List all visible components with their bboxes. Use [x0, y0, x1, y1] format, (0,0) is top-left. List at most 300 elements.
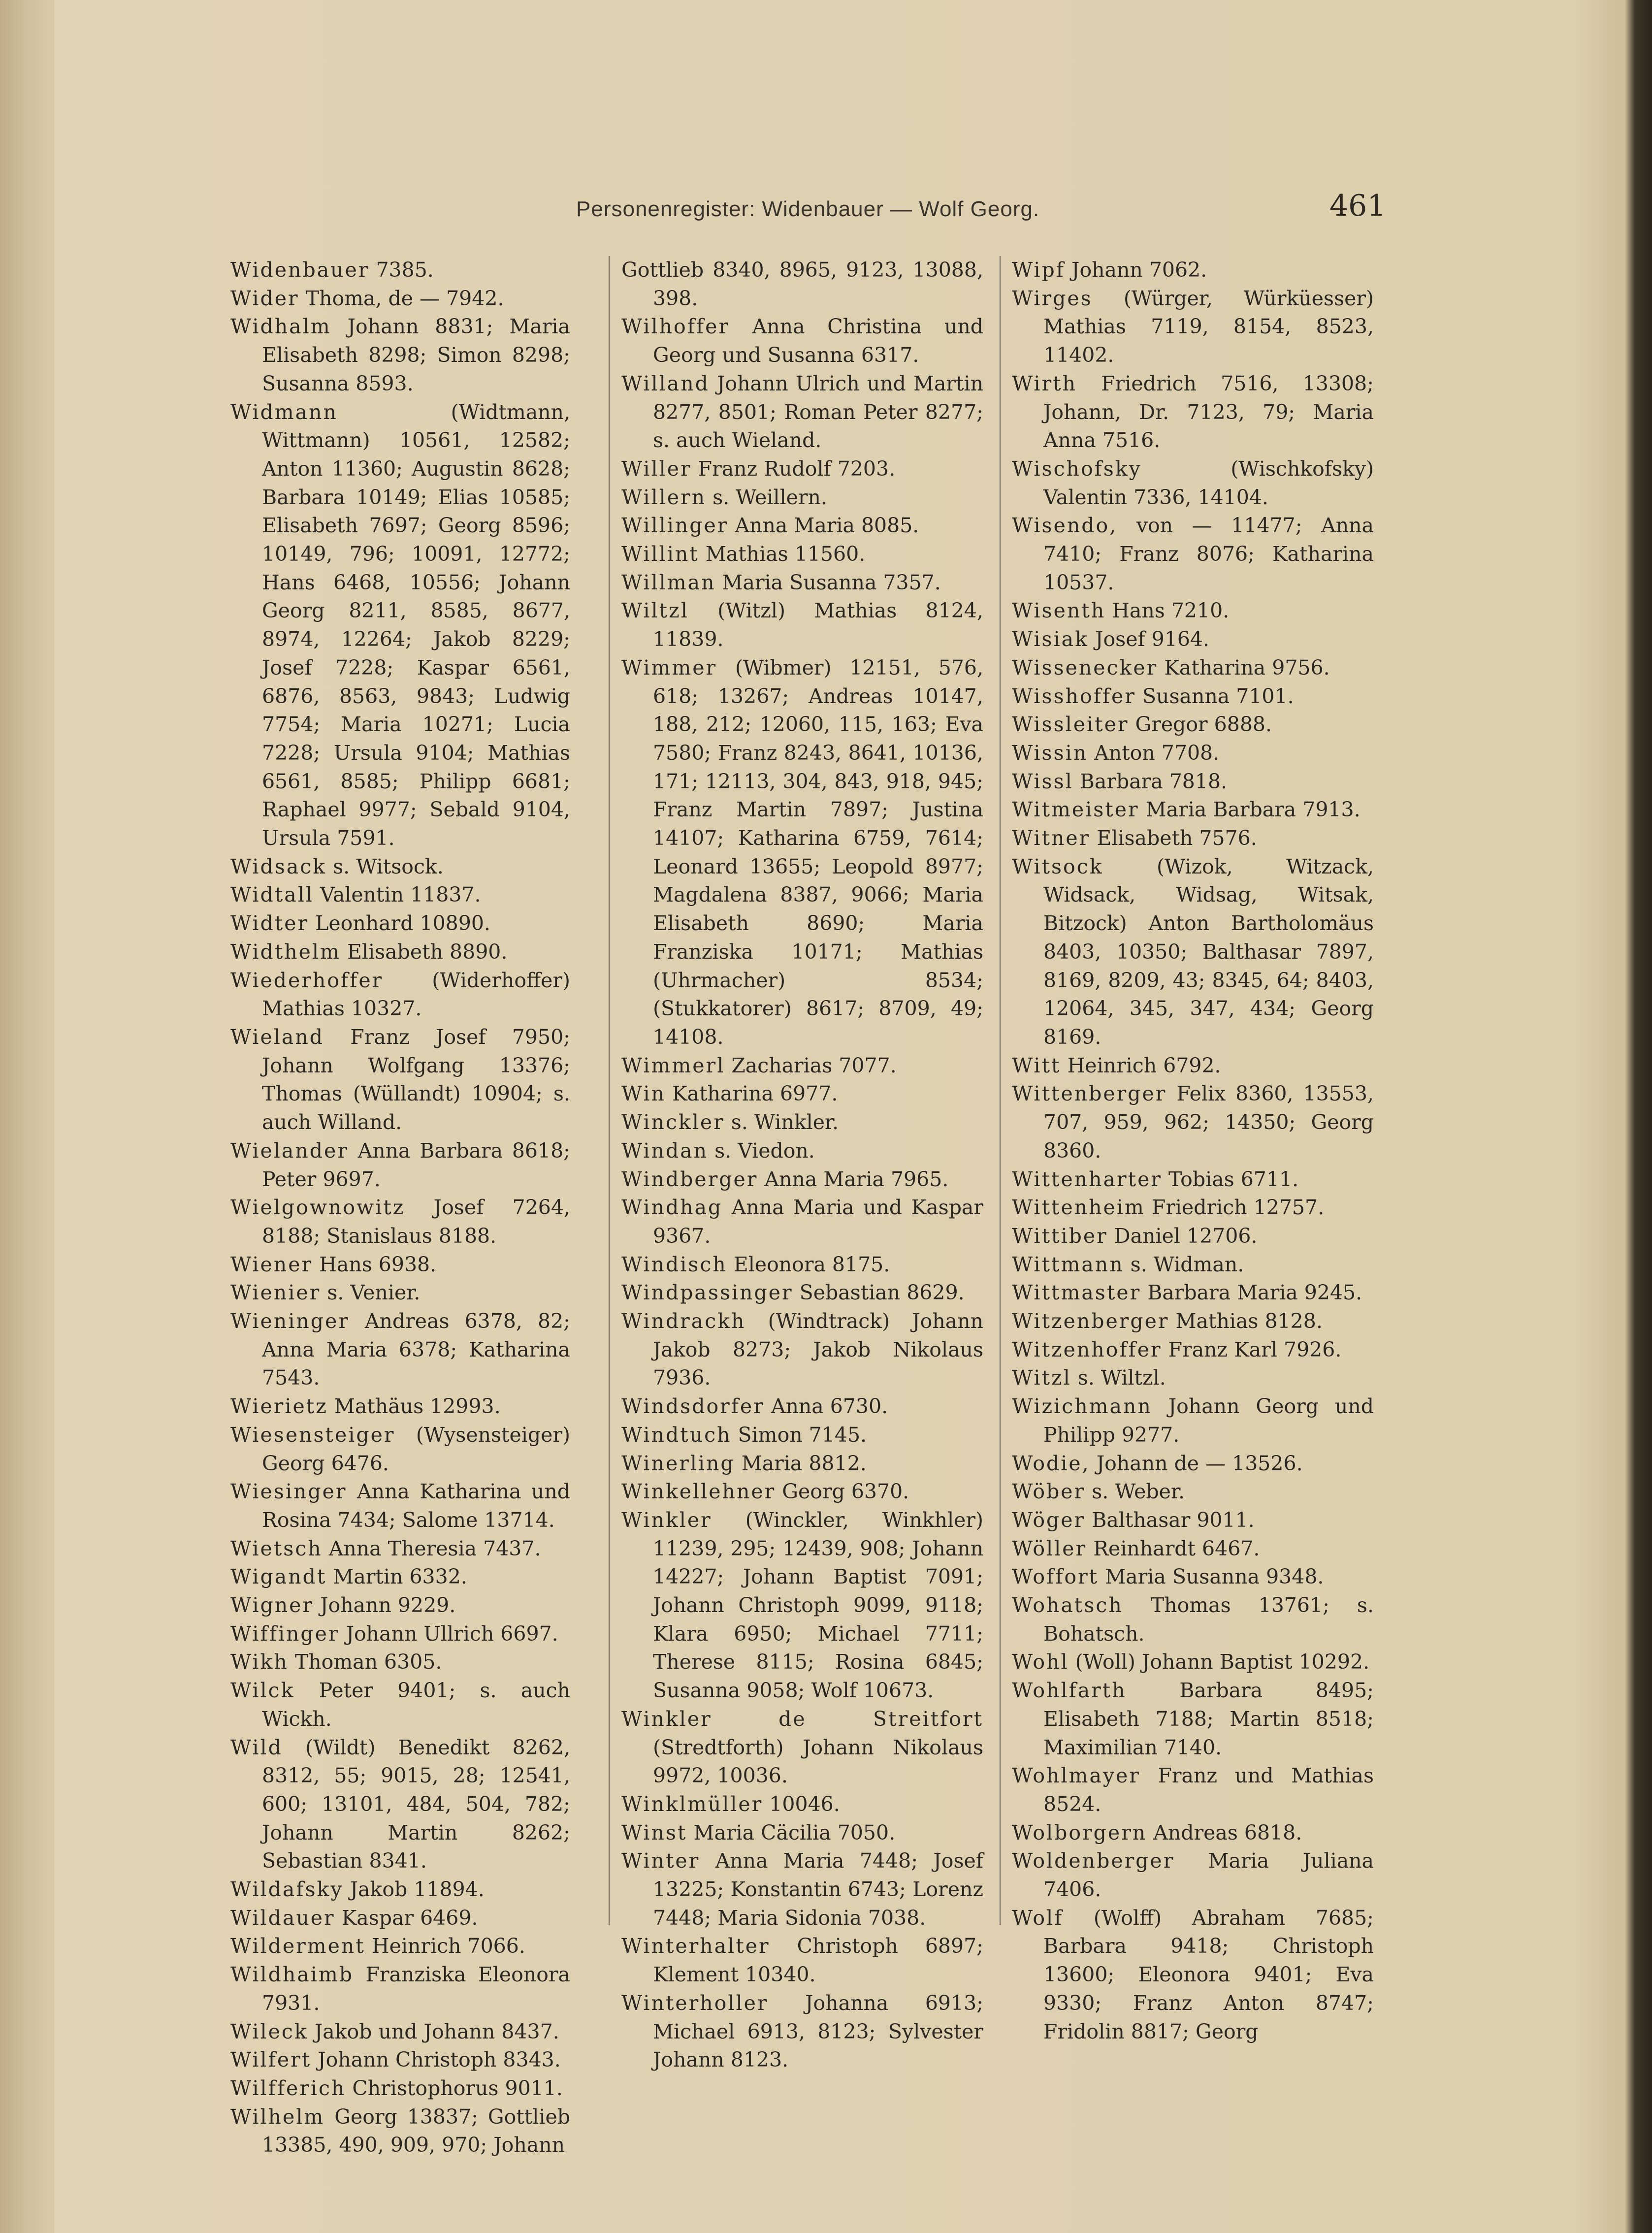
entry-surname: Wirges	[1012, 286, 1093, 310]
entry-details: Maria Barbara 7913.	[1145, 798, 1360, 822]
entry-surname: Wilfert	[230, 2048, 312, 2072]
entry-details: Franz Josef 7950; Johann Wolfgang 13376; Thomas (Wüllandt) 10904; s. auch Willand.	[262, 1025, 570, 1134]
page-number: 461	[1329, 189, 1386, 223]
entry-details: Peter 9401; s. auch Wickh.	[262, 1679, 570, 1731]
entry-details: Susanna 7101.	[1142, 684, 1294, 708]
entry-surname: Wimmer	[621, 655, 717, 680]
entry-surname: Wiederhoffer	[230, 968, 384, 992]
register-entry	[230, 1137, 570, 1194]
entry-surname: Widmann	[230, 400, 338, 424]
entry-surname: Wielander	[230, 1138, 349, 1163]
register-entry	[230, 1535, 570, 1563]
entry-surname: Wöger	[1012, 1508, 1086, 1532]
register-entry	[1012, 1904, 1374, 2046]
entry-surname: Wikh	[230, 1650, 289, 1674]
entry-details: (Widerhoffer) Mathias 10327.	[262, 968, 570, 1021]
register-entry	[1012, 1535, 1374, 1563]
entry-details: Felix 8360, 13553, 707, 959, 962; 14350; Georg 8360.	[1043, 1082, 1374, 1163]
entry-surname: Widhalm	[230, 315, 331, 339]
entry-surname: Wissleiter	[1012, 712, 1129, 737]
register-entry	[230, 881, 570, 909]
entry-surname: Wiesensteiger	[230, 1423, 395, 1447]
entry-surname: Wipf	[1012, 258, 1065, 282]
entry-surname: Wisshoffer	[1012, 684, 1136, 708]
entry-details: Christophorus 9011.	[352, 2076, 563, 2100]
register-entry	[230, 2074, 570, 2103]
entry-details: (Stredtforth) Johann Nikolaus 9972, 10036.	[653, 1735, 983, 1788]
register-entry	[1012, 739, 1374, 768]
register-entry	[621, 1421, 983, 1450]
column-rule-left	[609, 256, 610, 1925]
entry-details: Maria Susanna 7357.	[722, 570, 941, 594]
entry-details: Franz Karl 7926.	[1168, 1337, 1342, 1361]
entry-surname: Witsock	[1012, 854, 1103, 878]
register-entry	[230, 967, 570, 1023]
entry-details: Johanna 6913; Michael 6913, 8123; Sylvester Johann 8123.	[653, 1991, 983, 2072]
register-entry	[230, 2046, 570, 2074]
entry-surname: Wohl	[1012, 1650, 1069, 1674]
entry-surname: Winckler	[621, 1110, 725, 1134]
register-entry	[621, 1478, 983, 1506]
register-entry	[621, 370, 983, 455]
entry-details: Katharina 6977.	[672, 1082, 838, 1106]
entry-details: Anna Maria und Kaspar 9367.	[653, 1196, 983, 1248]
register-entry	[1012, 1251, 1374, 1279]
entry-surname: Winklmüller	[621, 1792, 763, 1816]
entry-surname: Winter	[621, 1849, 700, 1873]
register-entry	[1012, 1052, 1374, 1080]
entry-details: (Wildt) Benedikt 8262, 8312, 55; 9015, 28; 12541, 600; 13101, 484, 504, 782; Johann Martin 8262; Sebastian 8341.	[262, 1735, 570, 1873]
register-entry	[1012, 1648, 1374, 1677]
entry-surname: Wirth	[1012, 371, 1077, 395]
entry-details: s. Wiltzl.	[1077, 1366, 1166, 1390]
entry-details: (Wysensteiger) Georg 6476.	[262, 1423, 570, 1475]
entry-details: Anna Theresia 7437.	[328, 1536, 541, 1560]
entry-surname: Wittenberger	[1012, 1082, 1167, 1106]
entry-surname: Wodie,	[1012, 1451, 1090, 1475]
register-entry	[1012, 1307, 1374, 1336]
register-entry	[230, 1023, 570, 1137]
register-entry	[230, 1307, 570, 1392]
entry-surname: Wilhoffer	[621, 315, 730, 339]
register-entry	[1012, 1563, 1374, 1591]
entry-surname: Wittmaster	[1012, 1281, 1141, 1305]
register-entry	[230, 1478, 570, 1534]
entry-details: Heinrich 7066.	[371, 1934, 525, 1958]
entry-surname: Winerling	[621, 1451, 735, 1475]
register-entry	[621, 484, 983, 512]
entry-surname: Wilhelm	[230, 2104, 325, 2129]
entry-surname: Wiesinger	[230, 1480, 347, 1504]
entry-surname: Winkellehner	[621, 1480, 776, 1504]
register-entry	[621, 512, 983, 540]
entry-surname: Wimmerl	[621, 1053, 725, 1077]
entry-details: 7385.	[376, 258, 434, 282]
entry-surname: Widter	[230, 911, 309, 936]
entry-details: Anna 6730.	[771, 1394, 888, 1419]
entry-details: Valentin 11837.	[320, 883, 481, 907]
entry-details: 10046.	[769, 1792, 840, 1816]
entry-surname: Witt	[1012, 1053, 1061, 1077]
entry-surname: Wider	[230, 286, 299, 310]
register-entry	[230, 1591, 570, 1620]
register-entry	[1012, 1165, 1374, 1194]
entry-surname: Winst	[621, 1820, 687, 1845]
register-entry	[230, 938, 570, 967]
entry-details: Leonhard 10890.	[315, 911, 490, 936]
entry-details: Heinrich 6792.	[1067, 1053, 1221, 1077]
entry-surname: Wiener	[230, 1252, 313, 1276]
register-entry	[621, 1932, 983, 1989]
entry-surname: Wohlmayer	[1012, 1764, 1140, 1788]
entry-details: Johann Christoph 8343.	[318, 2048, 561, 2072]
entry-surname: Winterholler	[621, 1991, 769, 2015]
entry-details: Zacharias 7077.	[731, 1053, 897, 1077]
entry-details: Friedrich 12757.	[1151, 1196, 1325, 1220]
entry-details: Elisabeth 8890.	[347, 939, 508, 964]
entry-surname: Witner	[1012, 826, 1091, 850]
entry-details: Johann Ulrich und Martin 8277, 8501; Roman Peter 8277; s. auch Wieland.	[653, 371, 983, 453]
entry-details: Reinhardt 6467.	[1093, 1536, 1260, 1560]
register-entry	[1012, 768, 1374, 796]
register-entry	[1012, 1080, 1374, 1165]
entry-surname: Willman	[621, 570, 716, 594]
entry-surname: Widenbauer	[230, 258, 370, 282]
index-column-right	[1012, 256, 1374, 2046]
entry-surname: Wigner	[230, 1593, 314, 1618]
entry-surname: Wizichmann	[1012, 1394, 1152, 1419]
entry-surname: Wittiber	[1012, 1224, 1108, 1248]
entry-surname: Wohlfarth	[1012, 1679, 1127, 1703]
register-entry	[621, 1790, 983, 1819]
register-entry	[1012, 1450, 1374, 1478]
entry-details: Balthasar 9011.	[1092, 1508, 1255, 1532]
register-entry	[1012, 1279, 1374, 1307]
register-entry	[230, 1734, 570, 1876]
entry-details: Andreas 6818.	[1153, 1820, 1302, 1845]
entry-details: Daniel 12706.	[1114, 1224, 1258, 1248]
entry-details: Mathäus 12993.	[334, 1394, 501, 1419]
register-entry	[621, 1052, 983, 1080]
entry-surname: Widtall	[230, 883, 314, 907]
entry-surname: Widthelm	[230, 939, 341, 964]
register-entry	[621, 569, 983, 597]
register-entry	[1012, 853, 1374, 1052]
entry-surname: Witmeister	[1012, 798, 1139, 822]
entry-surname: Wilck	[230, 1679, 295, 1703]
register-entry	[230, 1620, 570, 1649]
index-column-left	[230, 256, 570, 2160]
entry-details: Maria Juliana 7406.	[1043, 1849, 1374, 1902]
entry-surname: Woffort	[1012, 1565, 1099, 1589]
register-entry	[621, 1194, 983, 1250]
entry-details: Maria Susanna 9348.	[1105, 1565, 1324, 1589]
register-entry	[1012, 1194, 1374, 1222]
register-entry	[230, 1421, 570, 1478]
entry-details: Johann 9229.	[320, 1593, 456, 1618]
entry-surname: Widsack	[230, 854, 327, 878]
register-entry	[1012, 1847, 1374, 1904]
register-entry	[621, 1392, 983, 1421]
entry-details: Eleonora 8175.	[733, 1252, 890, 1276]
register-entry	[1012, 285, 1374, 370]
register-entry	[230, 1677, 570, 1733]
entry-surname: Wildafsky	[230, 1877, 344, 1902]
entry-surname: Wileck	[230, 2019, 308, 2043]
register-entry	[621, 1137, 983, 1165]
running-header: Personenregister: Widenbauer — Wolf Georg.	[576, 197, 1040, 221]
entry-surname: Wierietz	[230, 1394, 328, 1419]
register-entry	[1012, 796, 1374, 824]
register-entry	[621, 1279, 983, 1307]
register-entry	[621, 1506, 983, 1705]
register-entry	[1012, 1677, 1374, 1762]
entry-details: s. Winkler.	[731, 1110, 839, 1134]
register-entry	[1012, 597, 1374, 625]
entry-surname: Wietsch	[230, 1536, 323, 1560]
entry-details: von — 11477; Anna 7410; Franz 8076; Katharina 10537.	[1043, 514, 1374, 594]
entry-details: Josef 9164.	[1095, 627, 1210, 651]
register-entry	[230, 2103, 570, 2160]
entry-surname: Wisiak	[1012, 627, 1089, 651]
register-entry	[230, 853, 570, 881]
column-rule-right	[1000, 256, 1001, 1925]
entry-surname: Windrackh	[621, 1309, 746, 1333]
entry-details: Anna Maria 7448; Josef 13225; Konstantin 6743; Lorenz 7448; Maria Sidonia 7038.	[653, 1849, 983, 1930]
entry-details: (Wolff) Abraham 7685; Barbara 9418; Christoph 13600; Eleonora 9401; Eva 9330; Franz Anton 8747; Fridolin 8817; Georg	[1043, 1906, 1374, 2043]
register-entry	[621, 1450, 983, 1478]
register-entry	[1012, 682, 1374, 711]
entry-surname: Willer	[621, 456, 692, 481]
register-entry	[621, 1705, 983, 1790]
entry-details: Franziska Eleonora 7931.	[262, 1963, 570, 2015]
entry-surname: Wilderment	[230, 1934, 365, 1958]
entry-details: Johann 8831; Maria Elisabeth 8298; Simon 8298; Susanna 8593.	[262, 315, 570, 395]
register-entry	[621, 654, 983, 1052]
entry-details: (Würger, Würküesser) Mathias 7119, 8154, 8523, 11402.	[1043, 286, 1374, 367]
entry-surname: Wienier	[230, 1281, 321, 1305]
register-entry	[1012, 1478, 1374, 1506]
entry-surname: Witzenberger	[1012, 1309, 1169, 1333]
entry-details: Johann 7062.	[1071, 258, 1207, 282]
register-entry	[1012, 1392, 1374, 1449]
entry-details: Josef 7264, 8188; Stanislaus 8188.	[262, 1196, 570, 1248]
entry-details: Tobias 6711.	[1168, 1167, 1299, 1191]
entry-details: Anna Maria 8085.	[735, 514, 919, 538]
entry-surname: Wissenecker	[1012, 655, 1158, 680]
entry-details: s. Widman.	[1130, 1252, 1244, 1276]
register-entry	[1012, 1364, 1374, 1392]
register-entry	[230, 1194, 570, 1250]
register-entry	[621, 1108, 983, 1137]
entry-details: Thoman 6305.	[294, 1650, 442, 1674]
entry-surname: Wolf	[1012, 1906, 1064, 1930]
entry-surname: Wittenharter	[1012, 1167, 1162, 1191]
register-entry	[621, 597, 983, 653]
entry-details: Simon 7145.	[738, 1423, 867, 1447]
entry-details: s. Weillern.	[713, 485, 827, 509]
entry-surname: Windhag	[621, 1196, 723, 1220]
entry-details: Friedrich 7516, 13308; Johann, Dr. 7123, 79; Maria Anna 7516.	[1043, 371, 1374, 453]
entry-details: Anna Katharina und Rosina 7434; Salome 13714.	[262, 1480, 570, 1532]
entry-surname: Wischofsky	[1012, 456, 1142, 481]
entry-details: Christoph 6897; Klement 10340.	[653, 1934, 983, 1987]
entry-surname: Witzenhoffer	[1012, 1337, 1162, 1361]
entry-details: Johann de — 13526.	[1096, 1451, 1303, 1475]
entry-details: Franz und Mathias 8524.	[1043, 1764, 1374, 1816]
entry-details: (Wizok, Witzack, Widsack, Widsag, Witsak, Bitzock) Anton Bartholomäus 8403, 10350; Balthasar 7897, 8169, 8209, 43; 8345, 64; 8403, 12064, 345, 347, 434; Georg 8169.	[1043, 854, 1374, 1049]
entry-details: Georg 13837; Gottlieb 13385, 490, 909, 970; Johann	[262, 2104, 570, 2157]
index-column-middle	[621, 256, 983, 2074]
register-entry	[230, 1251, 570, 1279]
register-entry	[230, 1961, 570, 2017]
register-entry	[230, 285, 570, 313]
register-entry	[1012, 1819, 1374, 1847]
entry-details: (Widtmann, Wittmann) 10561, 12582; Anton 11360; Augustin 8628; Barbara 10149; Elias 10585; Elisabeth 7697; Georg 8596; 10149, 796; 10091, 12772; Hans 6468, 10556; Johann Georg 8211, 8585, 8677, 8974, 12264; Jakob 8229; Josef 7228; Kaspar 6561, 6876, 8563, 9843; Ludwig 7754; Maria 10271; Lucia 7228; Ursula 9104; Mathias 6561, 8585; Philipp 6681; Raphael 9977; Sebald 9104, Ursula 7591.	[262, 400, 570, 850]
register-entry	[230, 909, 570, 938]
entry-details: Anton 7708.	[1094, 741, 1220, 765]
register-entry	[621, 313, 983, 369]
register-entry	[230, 313, 570, 398]
entry-details: s. Witsock.	[333, 854, 444, 878]
register-entry	[621, 1307, 983, 1392]
entry-details: (Winckler, Winkhler) 11239, 295; 12439, 908; Johann 14227; Johann Baptist 7091; Johann Christoph 9099, 9118; Klara 6950; Michael 7711; Therese 8115; Rosina 6845; Susanna 9058; Wolf 10673.	[653, 1508, 983, 1703]
entry-surname: Wielgownowitz	[230, 1196, 405, 1220]
register-entry	[621, 1251, 983, 1279]
entry-surname: Wolborgern	[1012, 1820, 1147, 1845]
entry-surname: Windpassinger	[621, 1281, 793, 1305]
register-entry	[230, 1392, 570, 1421]
entry-surname: Witzl	[1012, 1366, 1071, 1390]
entry-surname: Wissl	[1012, 769, 1073, 793]
register-entry	[1012, 1336, 1374, 1364]
register-entry	[230, 1563, 570, 1591]
register-entry	[1012, 1506, 1374, 1535]
register-entry	[621, 455, 983, 484]
register-entry	[1012, 256, 1374, 285]
entry-details: Andreas 6378, 82; Anna Maria 6378; Katharina 7543.	[262, 1309, 570, 1390]
entry-details: (Wibmer) 12151, 576, 618; 13267; Andreas 10147, 188, 212; 12060, 115, 163; Eva 7580; Franz 8243, 8641, 10136, 171; 12113, 304, 843, 918, 945; Franz Martin 7897; Justina 14107; Katharina 6759, 7614; Leonard 13655; Leopold 8977; Magdalena 8387, 9066; Maria Elisabeth 8690; Maria Franziska 10171; Mathias (Uhrmacher) 8534; (Stukkatorer) 8617; 8709, 49; 14108.	[653, 655, 983, 1049]
entry-details: Anna Barbara 8618; Peter 9697.	[262, 1138, 570, 1191]
entry-surname: Wiltzl	[621, 599, 689, 623]
entry-details: s. Venier.	[327, 1281, 421, 1305]
entry-surname: Willand	[621, 371, 710, 395]
register-entry	[1012, 654, 1374, 682]
entry-surname: Wisenth	[1012, 599, 1106, 623]
entry-surname: Winkler de Streitfort	[621, 1707, 983, 1731]
book-spine-shadow	[0, 0, 54, 2233]
entry-surname: Windberger	[621, 1167, 758, 1191]
register-entry	[1012, 625, 1374, 654]
entry-details: Thomas 13761; s. Bohatsch.	[1043, 1593, 1374, 1646]
entry-surname: Wiffinger	[230, 1621, 340, 1646]
entry-surname: Wildhaimb	[230, 1963, 354, 1987]
entry-details: (Windtrack) Johann Jakob 8273; Jakob Nikolaus 7936.	[653, 1309, 983, 1390]
entry-surname: Wieninger	[230, 1309, 350, 1333]
entry-surname: Wöller	[1012, 1536, 1087, 1560]
entry-details: Martin 6332.	[333, 1565, 467, 1589]
register-entry	[230, 398, 570, 853]
entry-surname: Willint	[621, 542, 699, 566]
entry-details: Barbara 8495; Elisabeth 7188; Martin 8518; Maximilian 7140.	[1043, 1679, 1374, 1759]
entry-details: Anna Christina und Georg und Susanna 6317.	[653, 315, 983, 367]
register-entry	[230, 1876, 570, 1904]
entry-details: Jakob 11894.	[350, 1877, 485, 1902]
entry-details: Jakob und Johann 8437.	[314, 2019, 559, 2043]
entry-surname: Wieland	[230, 1025, 324, 1049]
entry-details: Mathias 8128.	[1175, 1309, 1323, 1333]
entry-details: Thoma, de — 7942.	[305, 286, 504, 310]
entry-surname: Wohatsch	[1012, 1593, 1123, 1618]
entry-details: Hans 6938.	[319, 1252, 437, 1276]
entry-surname: Wittmann	[1012, 1252, 1124, 1276]
entry-details: Georg 6370.	[782, 1480, 909, 1504]
entry-details: Franz Rudolf 7203.	[698, 456, 896, 481]
entry-details: Gregor 6888.	[1135, 712, 1272, 737]
entry-surname: Willern	[621, 485, 707, 509]
entry-details: (Witzl) Mathias 8124, 11839.	[653, 599, 983, 651]
entry-surname: Wöber	[1012, 1480, 1086, 1504]
entry-surname: Wilfferich	[230, 2076, 346, 2100]
entry-details: Johann Ullrich 6697.	[346, 1621, 558, 1646]
entry-surname: Windisch	[621, 1252, 727, 1276]
register-entry	[230, 1648, 570, 1677]
register-entry	[1012, 370, 1374, 455]
entry-surname: Winkler	[621, 1508, 712, 1532]
register-entry	[621, 256, 983, 313]
entry-surname: Winterhalter	[621, 1934, 770, 1958]
entry-surname: Win	[621, 1082, 666, 1106]
register-entry	[1012, 1222, 1374, 1251]
entry-details: Maria 8812.	[741, 1451, 867, 1475]
register-entry	[1012, 455, 1374, 512]
entry-surname: Woldenberger	[1012, 1849, 1175, 1873]
register-entry	[230, 2018, 570, 2046]
entry-details: Barbara Maria 9245.	[1147, 1281, 1362, 1305]
entry-surname: Windan	[621, 1138, 709, 1163]
register-entry	[230, 1279, 570, 1307]
register-entry	[621, 540, 983, 569]
register-entry	[1012, 1591, 1374, 1648]
entry-details: (Wischkofsky) Valentin 7336, 14104.	[1043, 456, 1374, 509]
entry-details: (Woll) Johann Baptist 10292.	[1075, 1650, 1370, 1674]
register-entry	[230, 256, 570, 285]
entry-surname: Windsdorfer	[621, 1394, 765, 1419]
register-entry	[1012, 824, 1374, 853]
entry-details: Sebastian 8629.	[799, 1281, 965, 1305]
register-entry	[621, 1165, 983, 1194]
entry-surname: Willinger	[621, 514, 729, 538]
entry-surname: Wigandt	[230, 1565, 327, 1589]
entry-surname: Windtuch	[621, 1423, 732, 1447]
register-entry	[621, 1847, 983, 1932]
entry-surname: Wildauer	[230, 1906, 335, 1930]
register-entry	[621, 1080, 983, 1108]
entry-details: Kaspar 6469.	[341, 1906, 478, 1930]
register-entry	[621, 1819, 983, 1847]
entry-details: Mathias 11560.	[705, 542, 866, 566]
entry-surname: Wild	[230, 1735, 283, 1759]
register-entry	[621, 1989, 983, 2074]
entry-details: Gottlieb 8340, 8965, 9123, 13088, 398.	[621, 258, 983, 310]
entry-details: s. Weber.	[1092, 1480, 1185, 1504]
register-entry	[1012, 1762, 1374, 1818]
entry-details: Katharina 9756.	[1164, 655, 1330, 680]
register-entry	[230, 1932, 570, 1961]
entry-surname: Wisendo,	[1012, 514, 1118, 538]
entry-details: Johann Georg und Philipp 9277.	[1043, 1394, 1374, 1447]
register-entry	[1012, 711, 1374, 739]
